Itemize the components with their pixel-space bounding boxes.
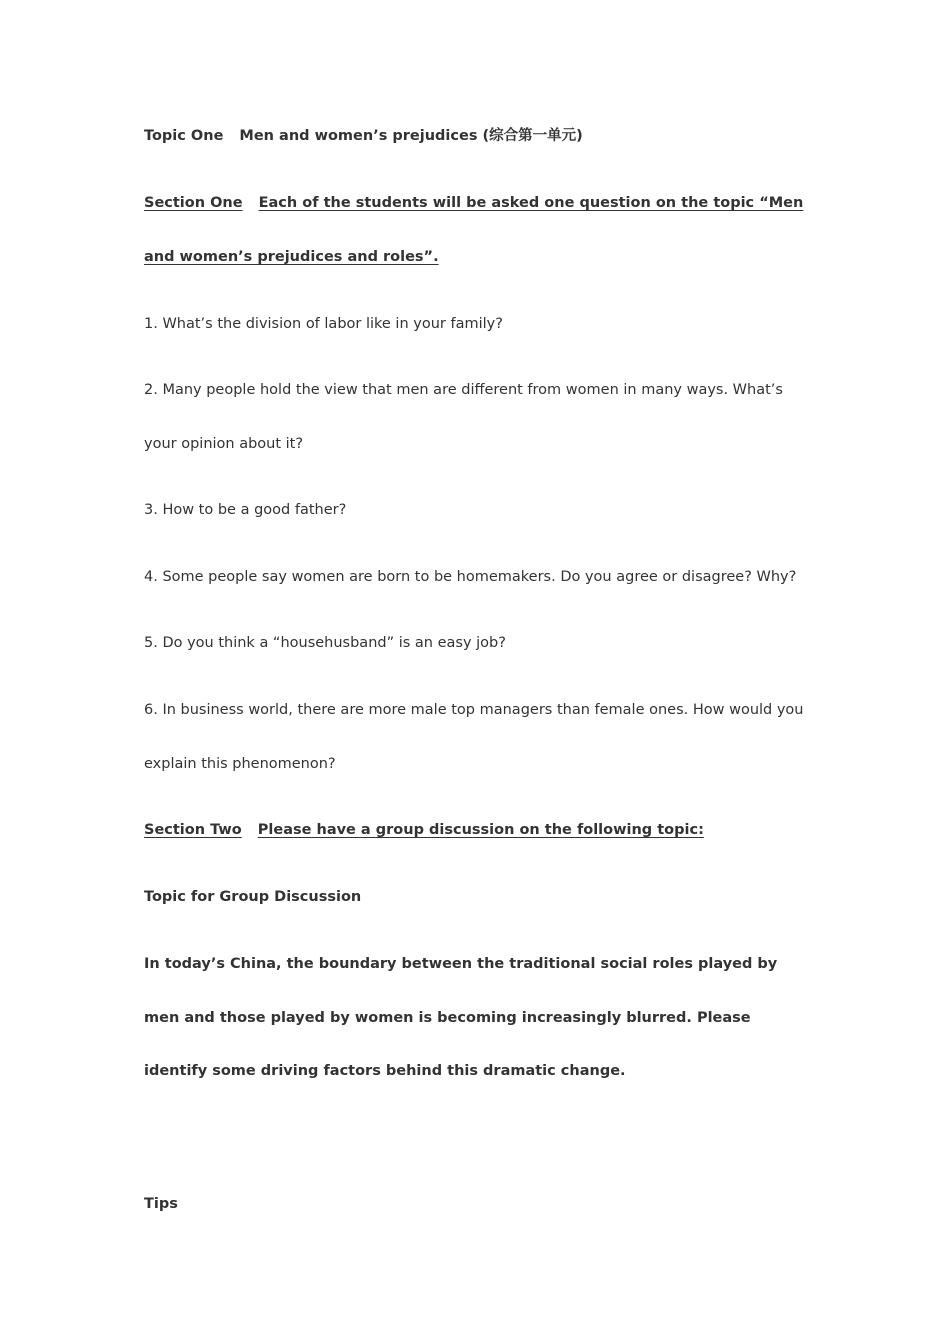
question-4: 4. Some people say women are born to be homemakers. Do you agree or disagree? Why?	[144, 569, 797, 585]
section-one-heading	[144, 193, 803, 213]
topic-label: Topic One	[144, 128, 224, 144]
question-1: 1. What’s the division of labor like in your family?	[144, 316, 503, 332]
question-6-line2: explain this phenomenon?	[144, 756, 336, 772]
section-two-label: Section Two	[144, 822, 242, 838]
question-6-line1: 6. In business world, there are more male top managers than female ones. How would you	[144, 702, 804, 718]
section-two-heading	[144, 820, 704, 840]
section-one-instruction-line1: Each of the students will be asked one question on the topic “Men	[258, 195, 804, 211]
group-discussion-line1: In today’s China, the boundary between the traditional social roles played by	[144, 956, 778, 972]
group-discussion-line2: men and those played by women is becoming increasingly blurred. Please	[144, 1010, 751, 1026]
group-discussion-line3: identify some driving factors behind this dramatic change.	[144, 1063, 626, 1079]
question-5: 5. Do you think a “househusband” is an easy job?	[144, 635, 506, 651]
question-3: 3. How to be a good father?	[144, 502, 347, 518]
section-one-instruction-line2: and women’s prejudices and roles”.	[144, 249, 439, 265]
topic-title: Men and women’s prejudices (综合第一单元)	[239, 128, 583, 144]
question-2-line2: your opinion about it?	[144, 436, 304, 452]
topic-heading	[144, 126, 583, 146]
question-2-line1: 2. Many people hold the view that men are different from women in many ways. What’s	[144, 382, 783, 398]
group-discussion-heading: Topic for Group Discussion	[144, 889, 362, 905]
tips-heading: Tips	[144, 1196, 178, 1212]
section-two-instruction: Please have a group discussion on the following topic:	[257, 822, 704, 838]
section-one-label: Section One	[144, 195, 243, 211]
